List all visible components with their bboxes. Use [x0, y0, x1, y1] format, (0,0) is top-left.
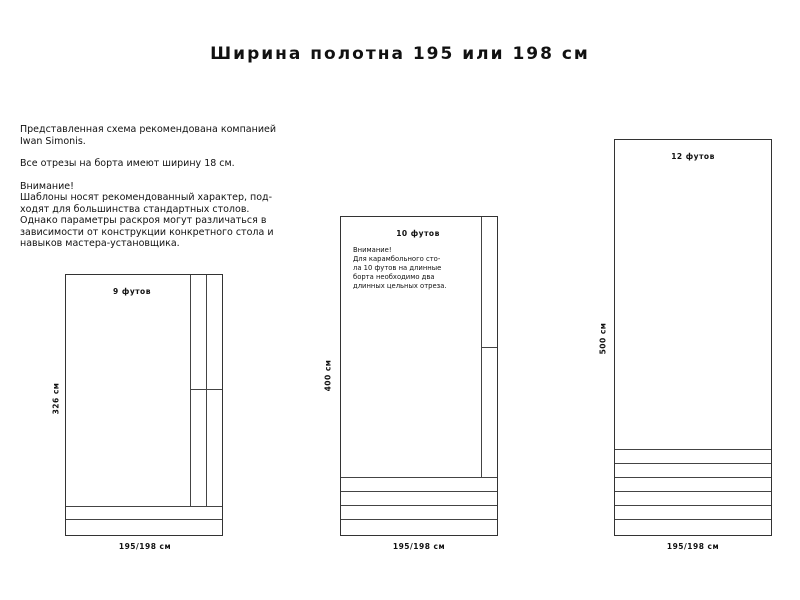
width-label-10ft: 195/198 см — [392, 542, 446, 551]
intro-notes — [20, 124, 320, 261]
length-label-12ft: 500 см — [598, 322, 608, 355]
attention-paragraph — [20, 181, 320, 250]
cloth-layout-9ft — [65, 274, 223, 536]
carom-warning-title: Внимание! — [353, 246, 392, 254]
size-label-10ft: 10 футов — [396, 229, 440, 238]
rail-divider-horizontal — [615, 519, 771, 520]
recommendation-line-2: Iwan Simonis. — [20, 135, 86, 147]
recommendation-line-1: Представленная схема рекомендована компанией — [20, 124, 277, 135]
rail-divider-horizontal — [615, 477, 771, 478]
cloth-layout-12ft — [614, 139, 772, 536]
attention-line-2: ходят для большинства стандартных столов. — [20, 203, 250, 215]
attention-line-4: зависимости от конструкции конкретного стола и — [20, 226, 274, 238]
carom-warning-line-1: Для карамбольного сто- — [353, 255, 441, 263]
carom-warning-note — [353, 246, 477, 291]
rail-divider-horizontal — [615, 449, 771, 450]
rail-divider-vertical — [190, 275, 191, 507]
rail-divider-split — [190, 389, 222, 390]
length-label-10ft: 400 см — [323, 359, 333, 392]
size-label-9ft: 9 футов — [113, 287, 151, 296]
width-note — [20, 158, 320, 170]
rail-divider-horizontal — [341, 519, 497, 520]
attention-heading: Внимание! — [20, 180, 74, 192]
recommendation-paragraph — [20, 124, 320, 147]
attention-line-1: Шаблоны носят рекомендованный характер, под- — [20, 192, 273, 203]
rail-divider-horizontal — [341, 491, 497, 492]
page-title: Ширина полотна 195 или 198 см — [210, 44, 590, 64]
rail-divider-horizontal — [341, 505, 497, 506]
width-note-text: Все отрезы на борта имеют ширину 18 см. — [20, 158, 235, 169]
rail-divider-horizontal — [66, 506, 222, 507]
carom-warning-line-2: ла 10 футов на длинные — [353, 264, 442, 272]
size-label-12ft: 12 футов — [671, 152, 715, 161]
carom-warning-line-3: борта необходимо два — [353, 273, 435, 281]
rail-divider-horizontal — [615, 505, 771, 506]
width-label-12ft: 195/198 см — [666, 542, 720, 551]
attention-line-5: навыков мастера-установщика. — [20, 238, 180, 249]
rail-divider-horizontal — [66, 519, 222, 520]
attention-line-3: Однако параметры раскроя могут различаться в — [20, 215, 267, 226]
carom-warning-line-4: длинных цельных отреза. — [353, 282, 447, 290]
length-label-9ft: 326 см — [51, 382, 61, 415]
rail-divider-horizontal — [615, 491, 771, 492]
rail-divider-vertical — [206, 275, 207, 507]
width-label-9ft: 195/198 см — [118, 542, 172, 551]
rail-divider-split — [481, 347, 497, 348]
rail-divider-horizontal — [615, 463, 771, 464]
rail-divider-horizontal — [341, 477, 497, 478]
